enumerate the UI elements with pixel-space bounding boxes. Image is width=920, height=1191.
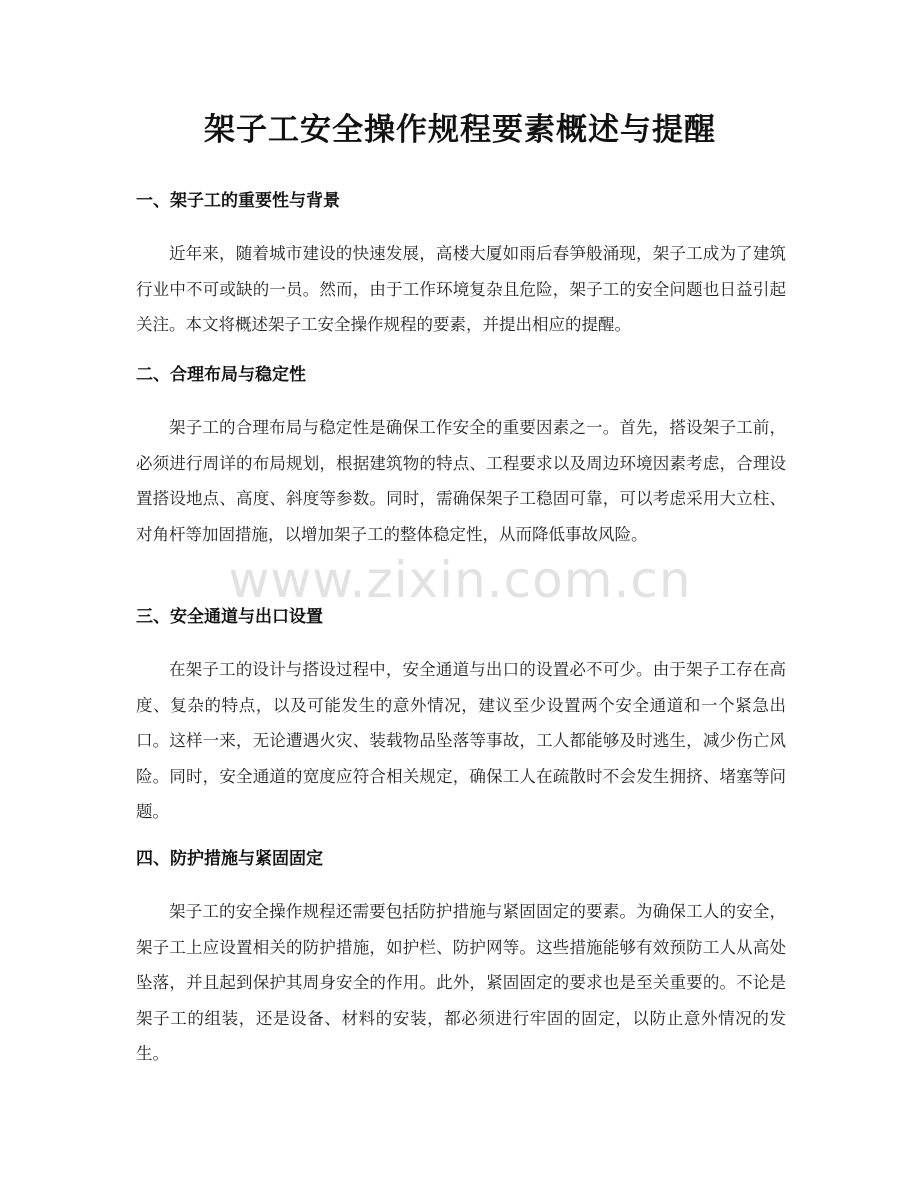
section-paragraph: 架子工的合理布局与稳定性是确保工作安全的重要因素之一。首先，搭设架子工前，必须进行周详的布局规划，根据建筑物的特点、工程要求以及周边环境因素考虑，合理设置搭设地点、高度、斜度等参数。同时，需确保架子工稳固可靠，可以考虑采用大立柱、对角杆等加固措施，以增加架子工的整体稳定性，从而降低事故风险。 — [136, 418, 786, 544]
document-title: 架子工安全操作规程要素概述与提醒 — [204, 112, 716, 148]
section-paragraph: 架子工的安全操作规程还需要包括防护措施与紧固固定的要素。为确保工人的安全，架子工上应设置相关的防护措施，如护栏、防护网等。这些措施能够有效预防工人从高处坠落，并且起到保护其周身安全的作用。此外，紧固固定的要求也是至关重要的。不论是架子工的组装，还是设备、材料的安装，都必须进行牢固的固定，以防止意外情况的发生。 — [136, 902, 786, 1063]
section-protection-fastening — [136, 846, 786, 1072]
section-importance-background — [136, 188, 786, 343]
section-layout-stability — [136, 362, 786, 552]
section-paragraph: 近年来，随着城市建设的快速发展，高楼大厦如雨后春笋般涌现，架子工成为了建筑行业中不可或缺的一员。然而，由于工作环境复杂且危险，架子工的安全问题也日益引起关注。本文将概述架子工安全操作规程的要素，并提出相应的提醒。 — [136, 244, 786, 334]
section-heading: 四、防护措施与紧固固定 — [136, 849, 323, 869]
section-safety-exits — [136, 604, 786, 830]
section-heading: 三、安全通道与出口设置 — [136, 607, 323, 627]
section-heading: 一、架子工的重要性与背景 — [136, 191, 340, 211]
section-paragraph: 在架子工的设计与搭设过程中，安全通道与出口的设置必不可少。由于架子工存在高度、复杂的特点，以及可能发生的意外情况，建议至少设置两个安全通道和一个紧急出口。这样一来，无论遭遇火灾、装载物品坠落等事故，工人都能够及时逃生，减少伤亡风险。同时，安全通道的宽度应符合相关规定，确保工人在疏散时不会发生拥挤、堵塞等问题。 — [136, 660, 786, 821]
section-heading: 二、合理布局与稳定性 — [136, 365, 306, 385]
watermark: www.zixin.com.cn — [228, 551, 692, 609]
